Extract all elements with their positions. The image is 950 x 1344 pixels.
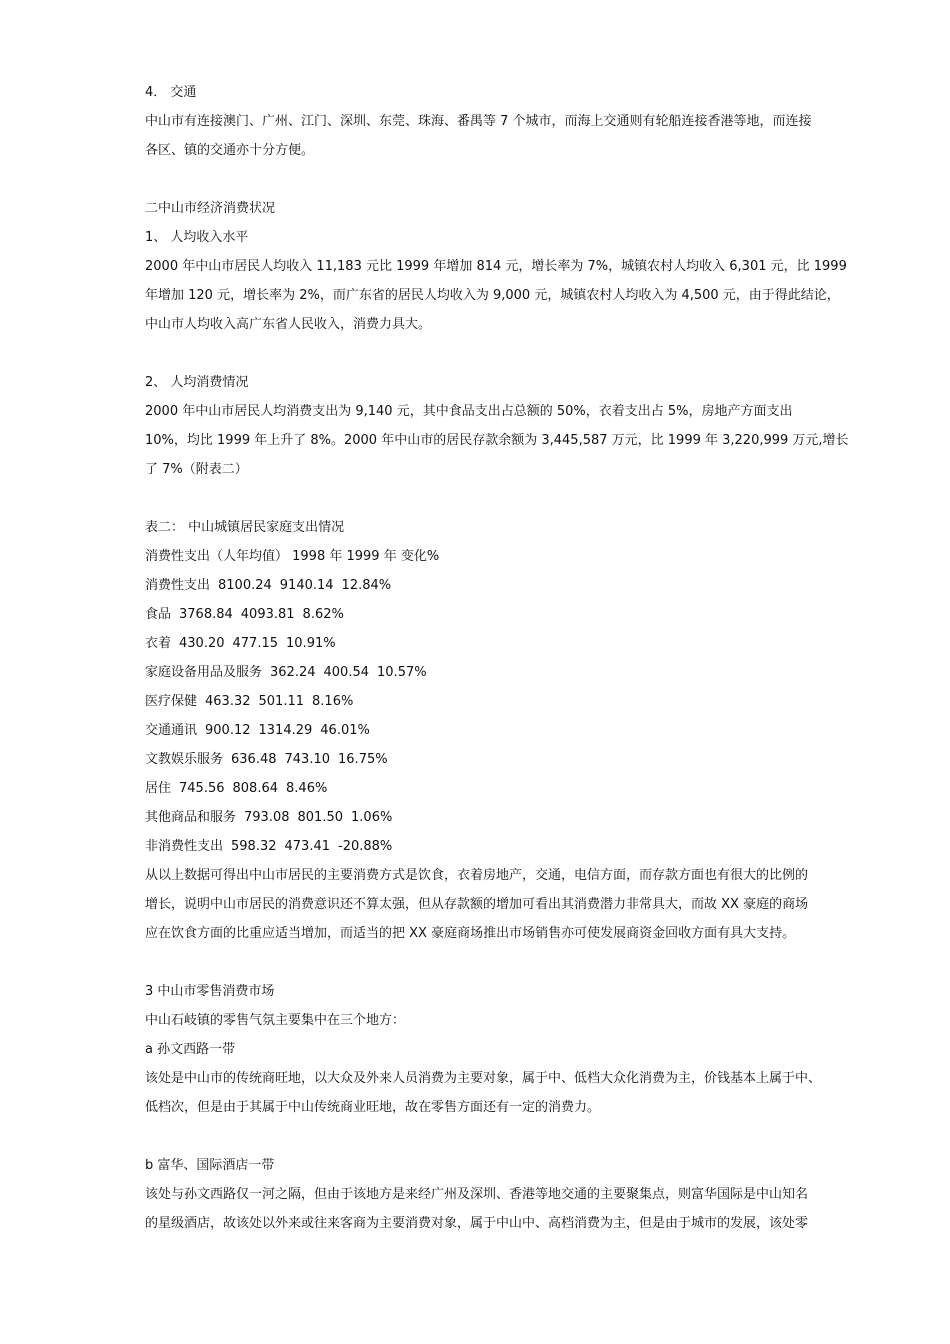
- row-change: 46.01%: [320, 723, 370, 738]
- row-1998: 430.20: [179, 636, 225, 651]
- spacer: [145, 948, 885, 977]
- income-line-2: 年增加 120 元，增长率为 2%，而广东省的居民人均收入为 9,000 元，城镇农村人均收入为 4,500 元，由于得此结论，: [145, 288, 840, 303]
- row-1998: 8100.24: [218, 578, 272, 593]
- table-title: 表二： 中山城镇居民家庭支出情况: [145, 520, 345, 535]
- row-1998: 362.24: [270, 665, 316, 680]
- row-change: 1.06%: [351, 810, 393, 825]
- table-row: [145, 687, 885, 716]
- table-row: [145, 571, 885, 600]
- row-1999: 477.15: [232, 636, 279, 651]
- income-line-3: 中山市人均收入高广东省人民收入，消费力具大。: [145, 317, 432, 332]
- table-row: [145, 745, 885, 774]
- row-1999: 501.11: [258, 694, 305, 709]
- income-line-1: 2000 年中山市居民人均收入 11,183 元比 1999 年增加 814 元，增长率为 7%，城镇农村人均收入 6,301 元，比 1999: [145, 259, 847, 274]
- row-item: 家庭设备用品及服务: [145, 665, 263, 680]
- row-item: 消费性支出: [145, 578, 211, 593]
- row-change: 8.62%: [302, 607, 344, 622]
- area-a-line-1: 该处是中山市的传统商旺地，以大众及外来人员消费为主要对象，属于中、低档大众化消费为主，价钱基本上属于中、: [145, 1071, 822, 1086]
- spacer: [145, 484, 885, 513]
- area-b-line-2: 的星级酒店，故该处以外来或往来客商为主要消费对象，属于中山中、高档消费为主，但是由于城市的发展，该处零: [145, 1216, 809, 1231]
- table-row: [145, 832, 885, 861]
- row-1999: 4093.81: [240, 607, 295, 622]
- area-b-line-1: 该处与孙文西路仅一河之隔，但由于该地方是来经广州及深圳、香港等地交通的主要聚集点，则富华国际是中山知名: [145, 1187, 809, 1202]
- income-heading: 1、 人均收入水平: [145, 230, 249, 245]
- consumption-line-3: 了 7%（附表二）: [145, 462, 248, 477]
- conclusion-line-1: 从以上数据可得出中山市居民的主要消费方式是饮食，衣着房地产，交通，电信方面，而存款方面也有很大的比例的: [145, 868, 809, 883]
- row-1999: 743.10: [284, 752, 331, 767]
- spacer: [145, 1122, 885, 1151]
- row-item: 文教娱乐服务: [145, 752, 224, 767]
- row-item: 其他商品和服务: [145, 810, 237, 825]
- row-1998: 598.32: [231, 839, 277, 854]
- row-change: 12.84%: [341, 578, 392, 593]
- table-row: [145, 716, 885, 745]
- conclusion-line-3: 应在饮食方面的比重应适当增加，而适当的把 XX 豪庭商场推出市场销售亦可使发展商资金回收方面有具大支持。: [145, 926, 796, 941]
- row-change: 8.16%: [312, 694, 354, 709]
- row-1999: 801.50: [297, 810, 344, 825]
- row-change: 8.46%: [286, 781, 328, 796]
- row-1999: 400.54: [323, 665, 370, 680]
- row-1998: 900.12: [205, 723, 251, 738]
- area-a-line-2: 低档次，但是由于其属于中山传统商业旺地，故在零售方面还有一定的消费力。: [145, 1100, 601, 1115]
- retail-heading: 3 中山市零售消费市场: [145, 984, 275, 999]
- row-item: 衣着: [145, 636, 172, 651]
- row-1998: 745.56: [179, 781, 225, 796]
- document-page: [145, 78, 885, 1238]
- table-row: [145, 629, 885, 658]
- row-item: 医疗保健: [145, 694, 198, 709]
- row-1999: 9140.14: [279, 578, 334, 593]
- row-change: -20.88%: [338, 839, 393, 854]
- table-row: [145, 774, 885, 803]
- row-item: 非消费性支出: [145, 839, 224, 854]
- retail-intro: 中山石岐镇的零售气氛主要集中在三个地方：: [145, 1013, 406, 1028]
- row-1999: 1314.29: [258, 723, 313, 738]
- transport-line-1: 中山市有连接澳门、广州、江门、深圳、东莞、珠海、番禺等 7 个城市，而海上交通则有轮船连接香港等地，而连接: [145, 114, 812, 129]
- row-item: 交通通讯: [145, 723, 198, 738]
- area-a-heading: a 孙文西路一带: [145, 1042, 236, 1057]
- row-item: 食品: [145, 607, 172, 622]
- row-item: 居住: [145, 781, 172, 796]
- table-row: [145, 658, 885, 687]
- economy-heading: 二中山市经济消费状况: [145, 201, 276, 216]
- consumption-line-1: 2000 年中山市居民人均消费支出为 9,140 元，其中食品支出占总额的 50%，衣着支出占 5%，房地产方面支出: [145, 404, 793, 419]
- conclusion-line-2: 增长，说明中山市居民的消费意识还不算太强，但从存款额的增加可看出其消费潜力非常具大，而故 XX 豪庭的商场: [145, 897, 809, 912]
- row-1999: 808.64: [232, 781, 279, 796]
- row-change: 16.75%: [338, 752, 388, 767]
- consumption-heading: 2、 人均消费情况: [145, 375, 249, 390]
- spacer: [145, 339, 885, 368]
- row-1999: 473.41: [284, 839, 331, 854]
- spacer: [145, 165, 885, 194]
- row-1998: 793.08: [244, 810, 290, 825]
- row-change: 10.91%: [286, 636, 336, 651]
- table-row: [145, 600, 885, 629]
- table-row: [145, 803, 885, 832]
- row-1998: 3768.84: [179, 607, 233, 622]
- row-change: 10.57%: [377, 665, 427, 680]
- area-b-heading: b 富华、国际酒店一带: [145, 1158, 275, 1173]
- row-1998: 636.48: [231, 752, 277, 767]
- transport-line-2: 各区、镇的交通亦十分方便。: [145, 143, 315, 158]
- transport-heading: 4． 交通: [145, 85, 197, 100]
- consumption-line-2: 10%，均比 1999 年上升了 8%。2000 年中山市的居民存款余额为 3,445,587 万元，比 1999 年 3,220,999 万元,增长: [145, 433, 849, 448]
- table-header: 消费性支出（人年均值） 1998 年 1999 年 变化%: [145, 549, 440, 564]
- row-1998: 463.32: [205, 694, 251, 709]
